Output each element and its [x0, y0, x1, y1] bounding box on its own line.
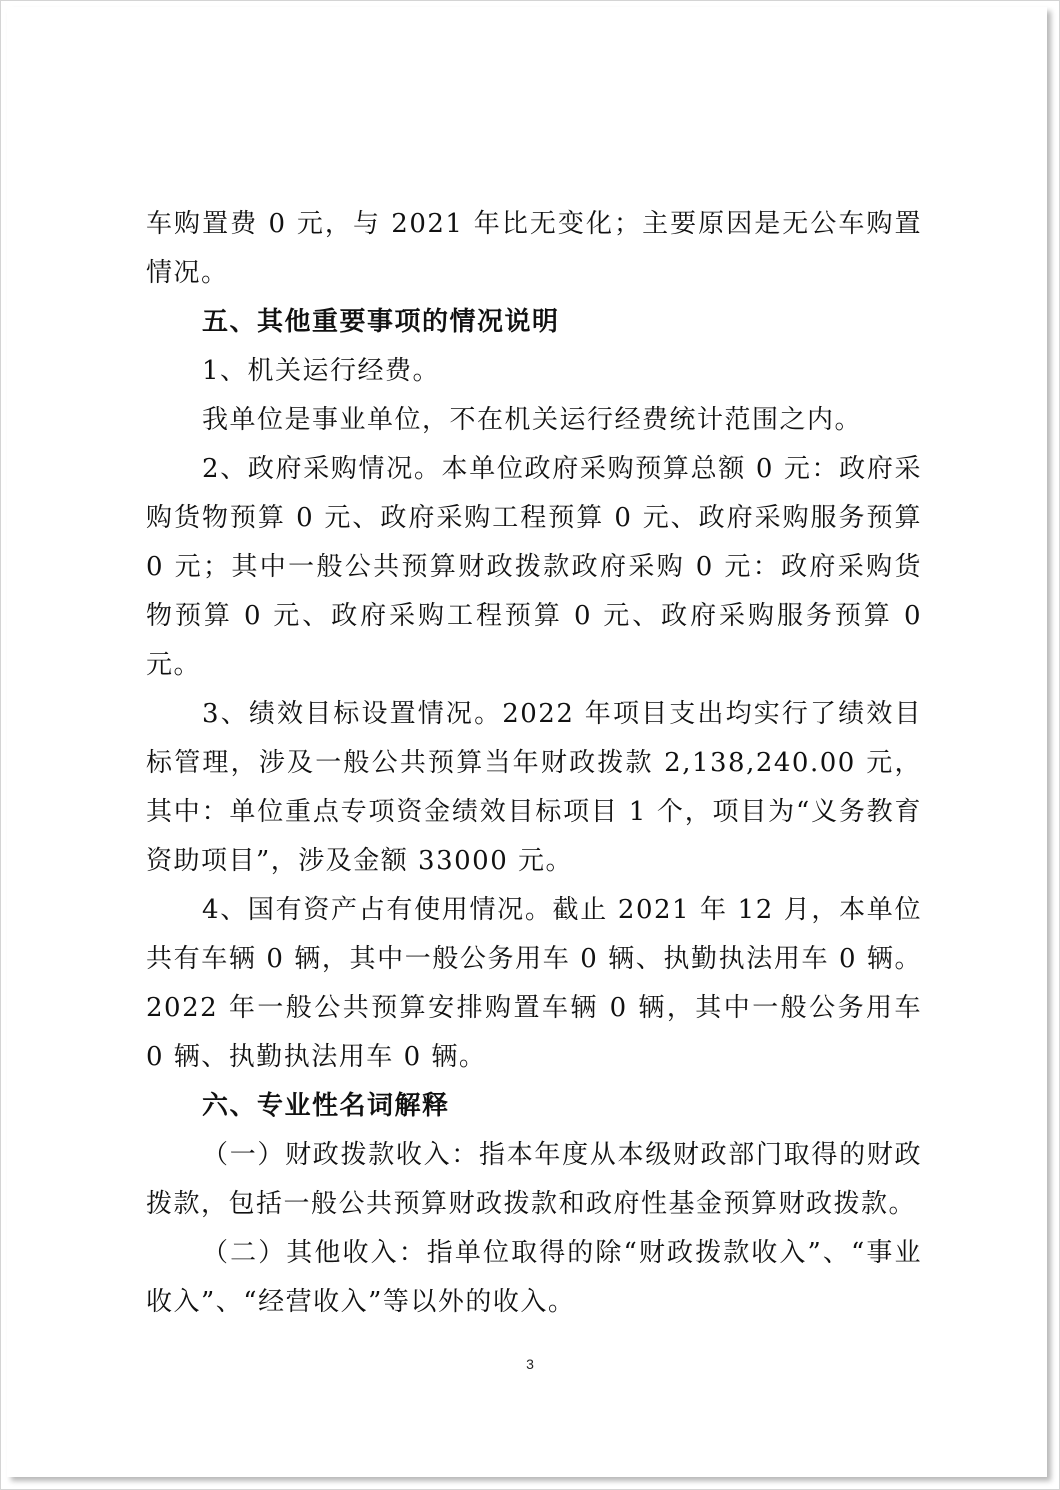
paragraph-government-procurement: 2、政府采购情况。本单位政府采购预算总额 0 元：政府采购货物预算 0 元、政府采购工程预算 0 元、政府采购服务预算 0 元；其中一般公共预算财政拨款政府采购 0 元：政府采购货物预算 0 元、政府采购工程预算 0 元、政府采购服务预算 0 元。: [146, 454, 922, 680]
paragraph-state-assets: 4、国有资产占有使用情况。截止 2021 年 12 月，本单位共有车辆 0 辆，其中一般公务用车 0 辆、执勤执法用车 0 辆。2022 年一般公共预算安排购置车辆 0 辆，其中一般公务用车 0 辆、执勤执法用车 0 辆。: [146, 895, 922, 1072]
paragraph-public-institution-note: 我单位是事业单位，不在机关运行经费统计范围之内。: [202, 405, 863, 435]
paragraph-fiscal-appropriation-income: （一）财政拨款收入：指本年度从本级财政部门取得的财政拨款，包括一般公共预算财政拨款和政府性基金预算财政拨款。: [146, 1140, 922, 1219]
section-heading-other-matters: 五、其他重要事项的情况说明: [202, 307, 560, 337]
paragraph-agency-operating-expenses: 1、机关运行经费。: [202, 356, 441, 386]
paragraph-other-income: （二）其他收入：指单位取得的除“财政拨款收入”、“事业收入”、“经营收入”等以外的收入。: [146, 1238, 922, 1317]
paragraph-vehicle-purchase: 车购置费 0 元，与 2021 年比无变化；主要原因是无公车购置情况。: [146, 209, 922, 288]
section-heading-glossary: 六、专业性名词解释: [202, 1091, 450, 1121]
document-body: [146, 200, 922, 1327]
paragraph-performance-targets: 3、绩效目标设置情况。2022 年项目支出均实行了绩效目标管理，涉及一般公共预算当年财政拨款 2,138,240.00 元，其中：单位重点专项资金绩效目标项目 1 个，项目为“义务教育资助项目”，涉及金额 33000 元。: [146, 699, 922, 876]
page-number: 3: [526, 1356, 534, 1372]
